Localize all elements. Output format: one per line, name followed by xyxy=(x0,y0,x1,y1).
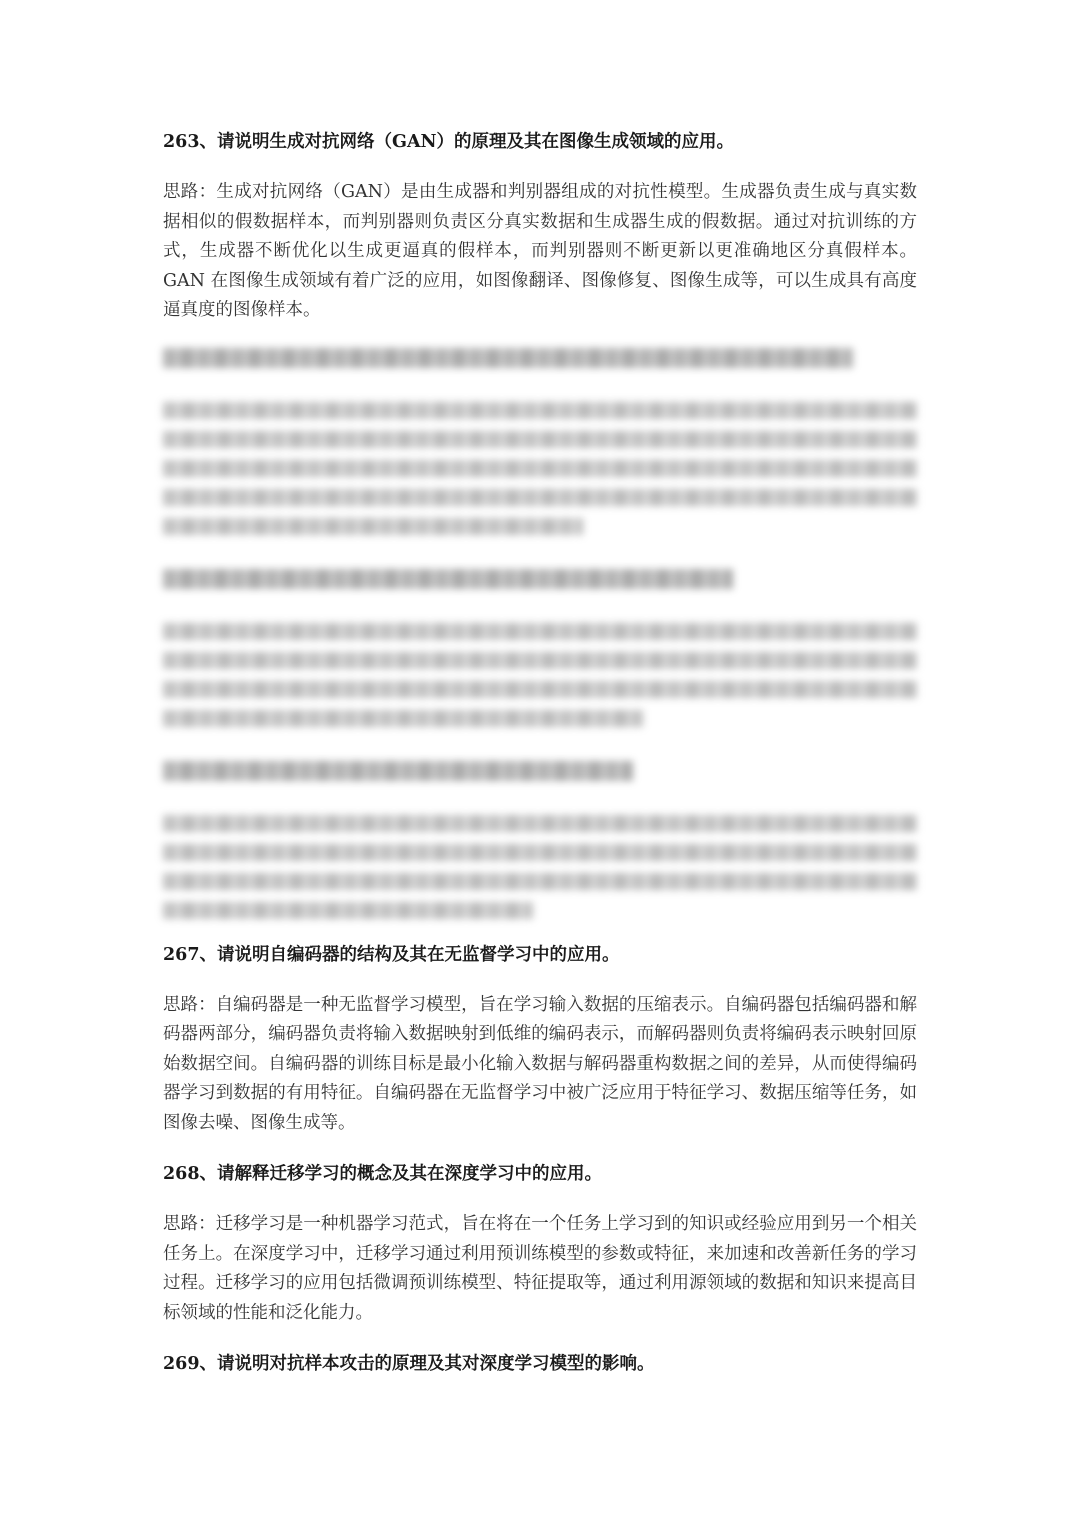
question-title: 267、请说明自编码器的结构及其在无监督学习中的应用。 xyxy=(163,944,620,965)
blurred-title xyxy=(163,569,733,589)
blurred-question-265 xyxy=(163,569,917,727)
blurred-question-266 xyxy=(163,761,917,919)
question-268 xyxy=(163,1160,917,1328)
question-title: 263、请说明生成对抗网络（GAN）的原理及其在图像生成领域的应用。 xyxy=(163,132,735,152)
question-263 xyxy=(163,128,917,326)
answer-text: 思路：迁移学习是一种机器学习范式，旨在将在一个任务上学习到的知识或经验应用到另一个相关任务上。在深度学习中，迁移学习通过利用预训练模型的参数或特征，来加速和改善新任务的学习过程。迁移学习的应用包括微调预训练模型、特征提取等，通过利用源领域的数据和知识来提高目标领域的性能和泛化能力。 xyxy=(163,1214,917,1323)
question-title: 268、请解释迁移学习的概念及其在深度学习中的应用。 xyxy=(163,1164,603,1184)
question-title: 269、请说明对抗样本攻击的原理及其对深度学习模型的影响。 xyxy=(163,1354,655,1374)
question-267 xyxy=(163,941,917,1139)
blurred-title xyxy=(163,348,853,368)
blurred-title xyxy=(163,761,633,781)
blurred-answer xyxy=(163,402,917,535)
blurred-question-264 xyxy=(163,348,917,535)
answer-text: 思路：自编码器是一种无监督学习模型，旨在学习输入数据的压缩表示。自编码器包括编码器和解码器两部分，编码器负责将输入数据映射到低维的编码表示，而解码器则负责将编码表示映射回原始数据空间。自编码器的训练目标是最小化输入数据与解码器重构数据之间的差异，从而使得编码器学习到数据的有用特征。自编码器在无监督学习中被广泛应用于特征学习、数据压缩等任务，如图像去噪、图像生成等。 xyxy=(163,994,917,1133)
blurred-answer xyxy=(163,815,917,919)
answer-text: 思路：生成对抗网络（GAN）是由生成器和判别器组成的对抗性模型。生成器负责生成与真实数据相似的假数据样本，而判别器则负责区分真实数据和生成器生成的假数据。通过对抗训练的方式，生成器不断优化以生成更逼真的假样本，而判别器则不断更新以更准确地区分真假样本。GAN 在图像生成领域有着广泛的应用，如图像翻译、图像修复、图像生成等，可以生成具有高度逼真度的图像样本。 xyxy=(163,182,917,320)
document-page xyxy=(163,128,917,1400)
blurred-answer xyxy=(163,623,917,727)
question-269 xyxy=(163,1350,917,1378)
